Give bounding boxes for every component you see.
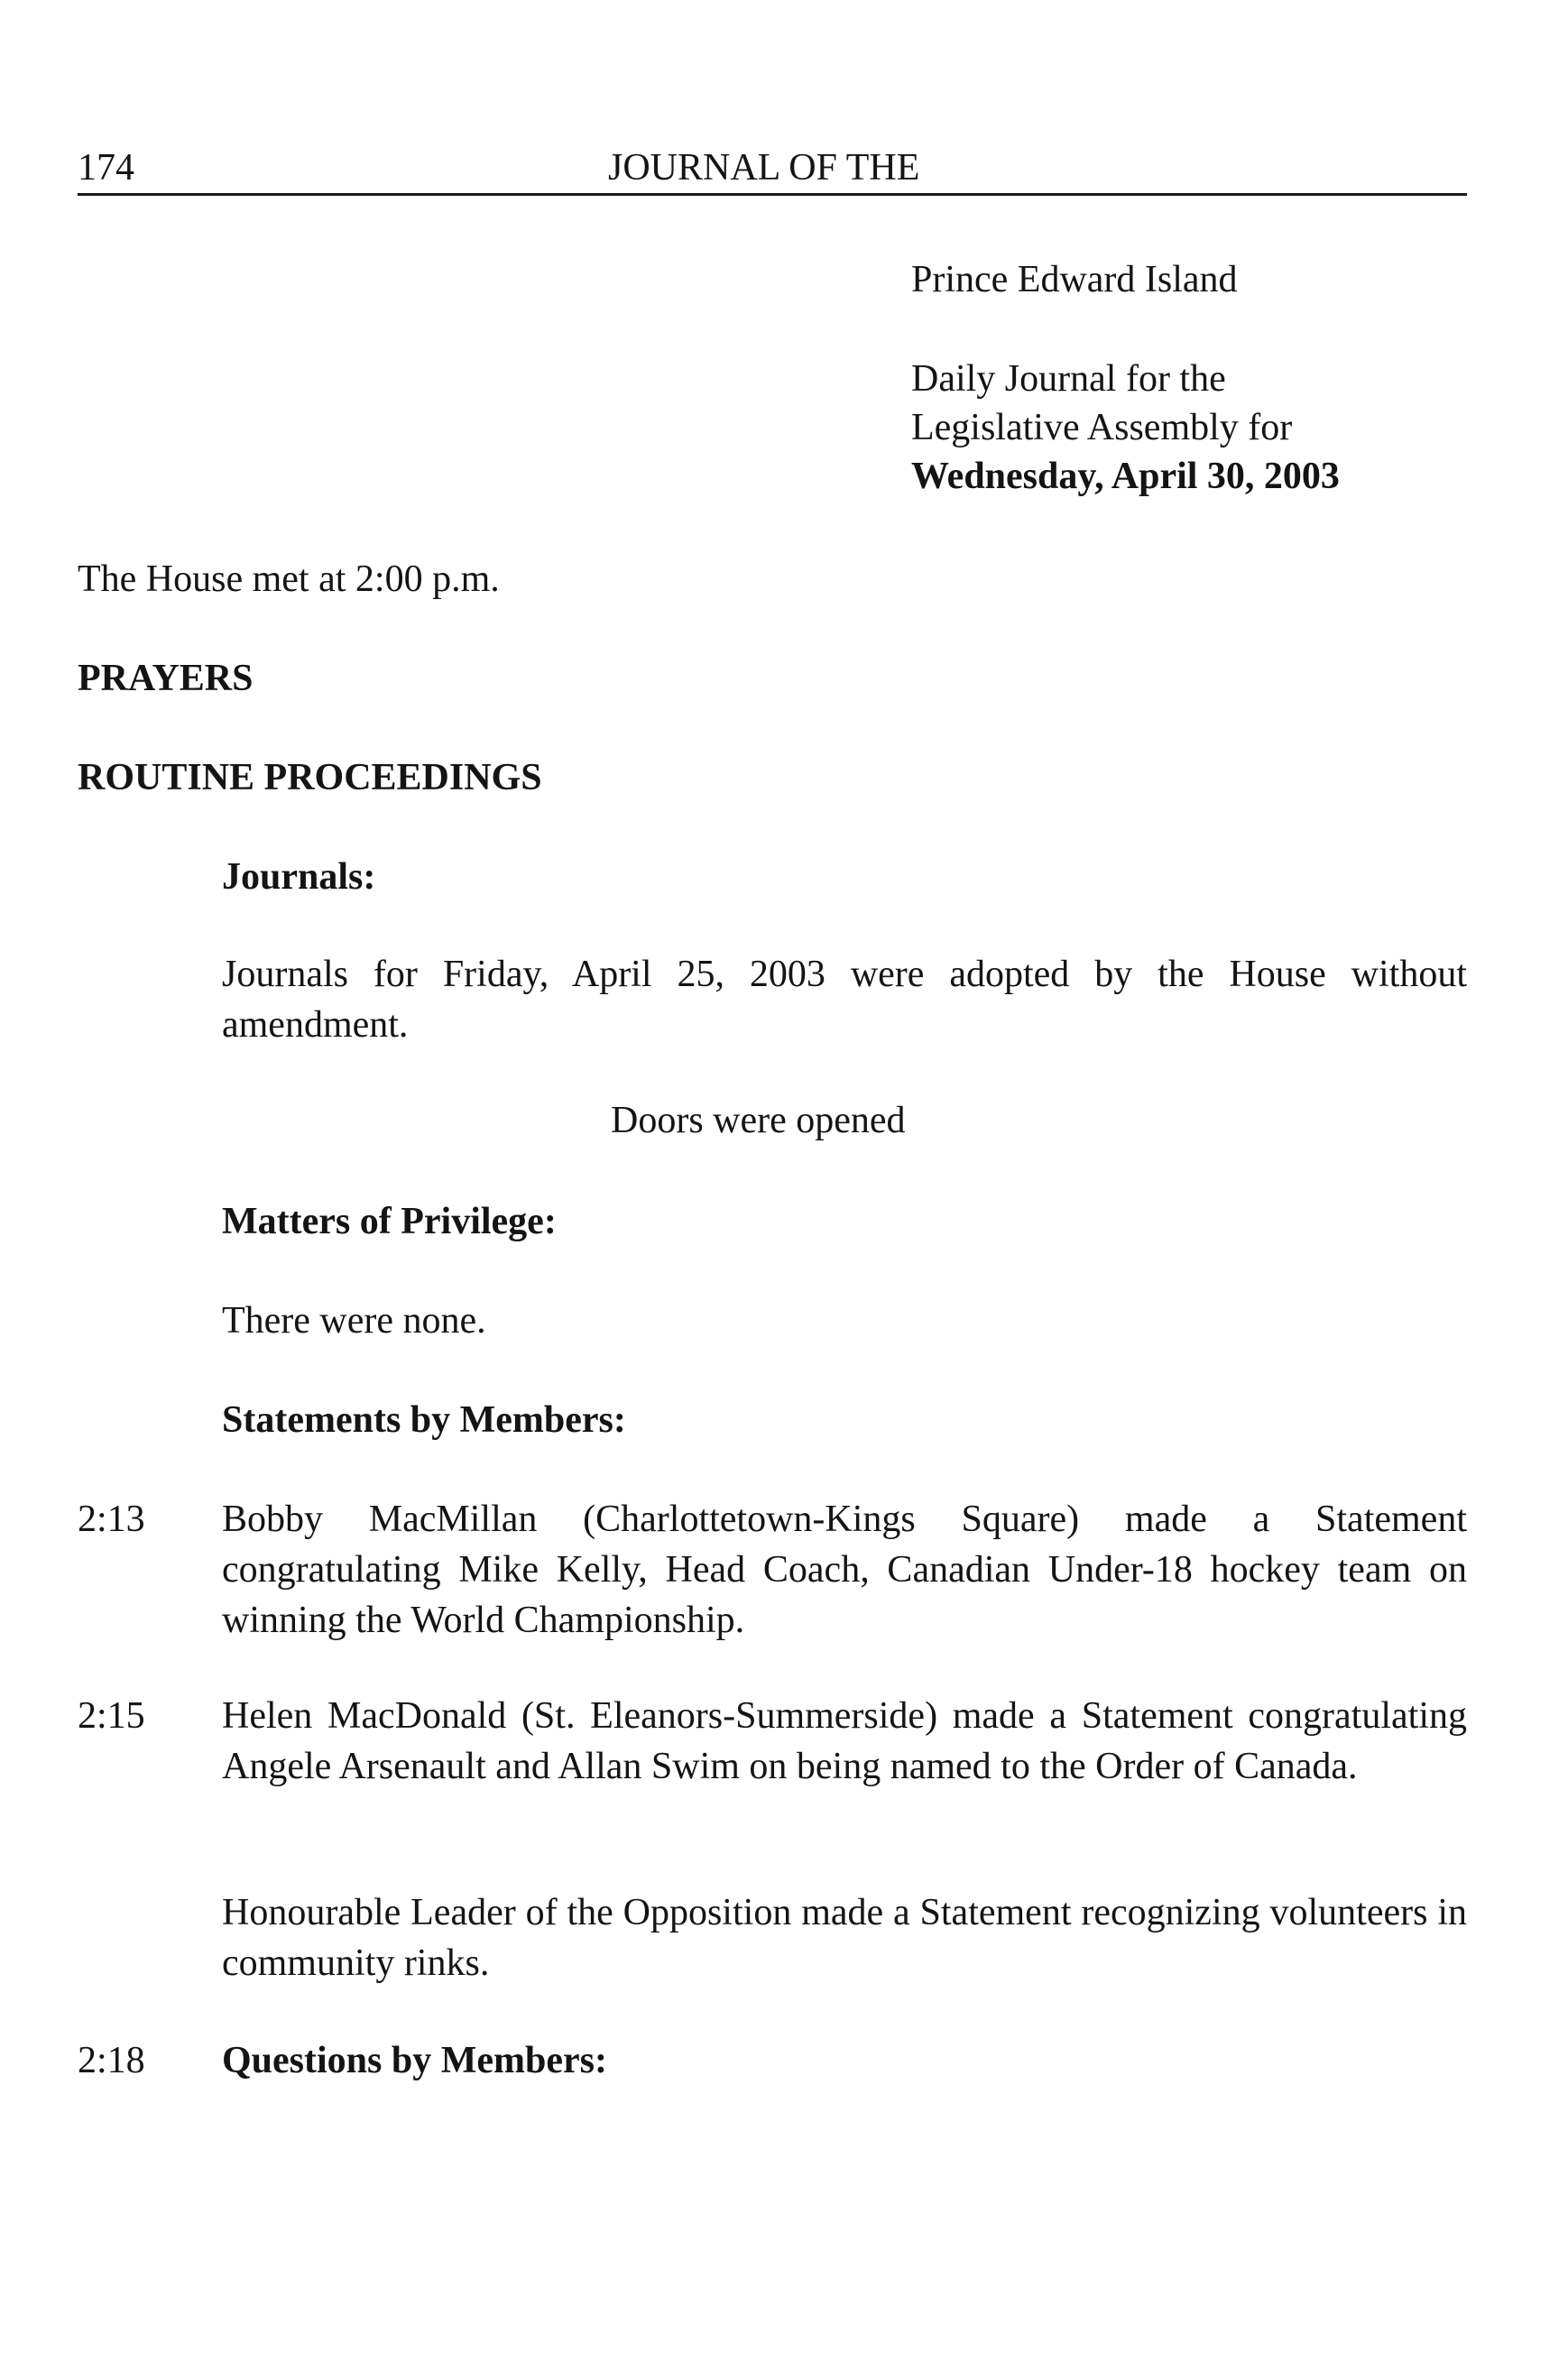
masthead-line2: Legislative Assembly for [911, 407, 1293, 448]
masthead-province: Prince Edward Island [911, 259, 1238, 300]
header-rule [78, 193, 1467, 196]
heading-prayers: PRAYERS [78, 658, 254, 699]
journals-text: Journals for Friday, April 25, 2003 were adopted by the House without amendment. [222, 954, 1467, 1046]
privilege-text: There were none. [222, 1300, 486, 1342]
running-title: JOURNAL OF THE [608, 147, 920, 189]
page-number: 174 [78, 147, 134, 189]
opening-line: The House met at 2:00 p.m. [78, 558, 500, 600]
questions-heading: Questions by Members: [222, 2040, 607, 2081]
doors-opened: Doors were opened [611, 1100, 906, 1141]
statement-time: 2:15 [78, 1695, 145, 1737]
statements-heading: Statements by Members: [222, 1399, 626, 1441]
questions-time: 2:18 [78, 2040, 145, 2081]
statement-text: Bobby MacMillan (Charlottetown-Kings Square) made a Statement congratulating Mike Kelly, Head Coach, Canadian Under-18 hockey team on winning the World Championship. [222, 1499, 1467, 1641]
privilege-heading: Matters of Privilege: [222, 1201, 557, 1242]
heading-routine-proceedings: ROUTINE PROCEEDINGS [78, 757, 542, 798]
statement-text: Helen MacDonald (St. Eleanors-Summerside) made a Statement congratulating Angele Arsenault and Allan Swim on being named to the Order of Canada. [222, 1695, 1467, 1787]
journals-heading: Journals: [222, 856, 376, 898]
masthead-date: Wednesday, April 30, 2003 [911, 456, 1340, 497]
statement-text: Honourable Leader of the Opposition made a Statement recognizing volunteers in community rinks. [222, 1892, 1467, 1984]
statement-time: 2:13 [78, 1499, 145, 1540]
masthead-line1: Daily Journal for the [911, 358, 1226, 400]
